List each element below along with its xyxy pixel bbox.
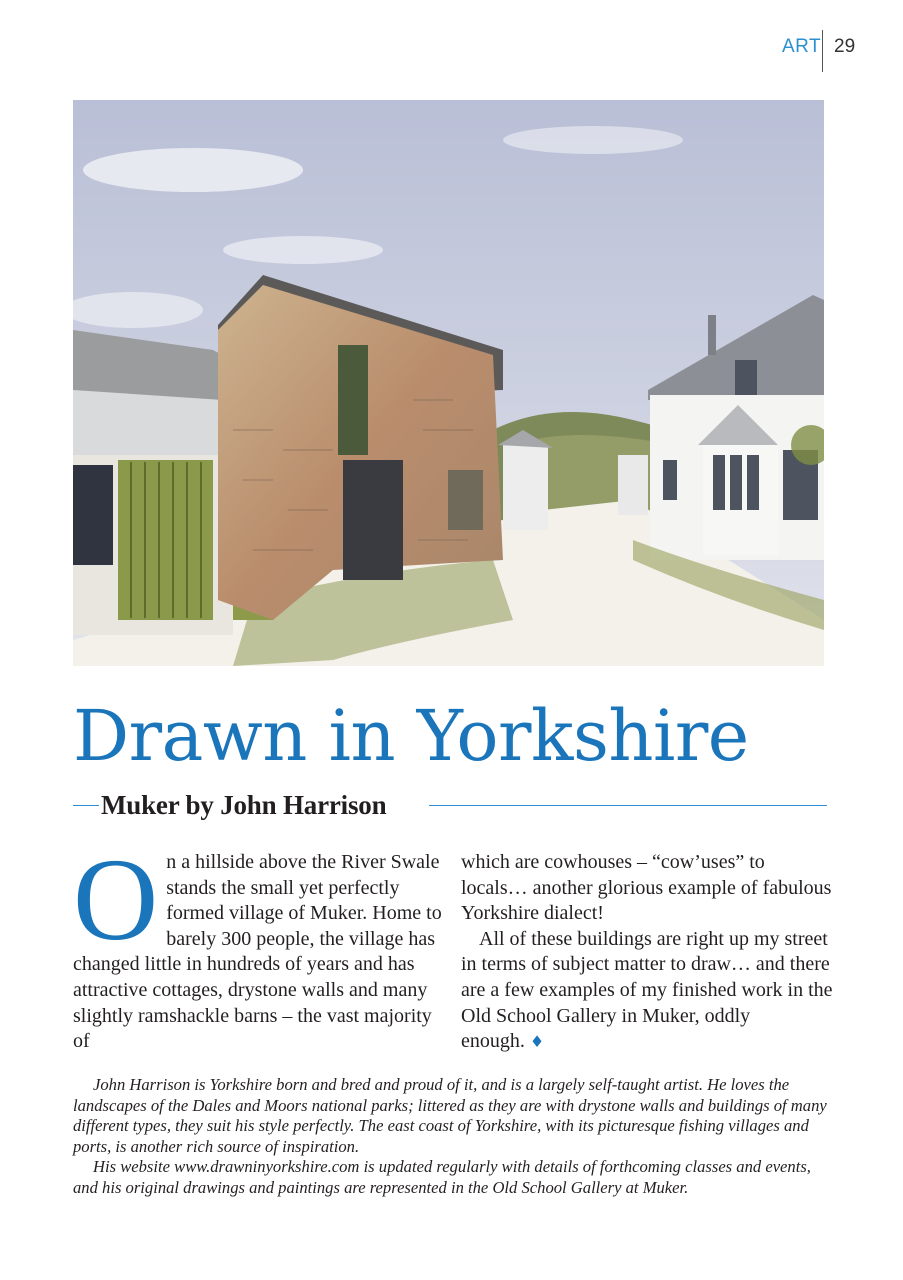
byline-rule-right — [429, 805, 827, 806]
body-paragraph-1: n a hillside above the River Swale stands the small yet perfectly formed village of Muker. Home to barely 300 people, the village has changed little in hundreds of years and has attractive cottages, drystone walls and many slightly ramshackle barns – the vast majority of — [73, 851, 442, 1053]
author-bio-paragraph-2: His website www.drawninyorkshire.com is updated regularly with details of forthcoming classes and events, and his original drawings and paintings are represented in the Old School Gallery at Muker. — [73, 1157, 811, 1197]
body-column-left — [73, 834, 445, 1055]
drop-cap: O — [73, 834, 159, 965]
end-of-article-icon: ♦ — [529, 1032, 545, 1052]
watercolour-illustration — [73, 100, 824, 666]
byline-rule-left — [73, 805, 99, 806]
section-label: ART — [782, 36, 822, 57]
village-street-painting — [73, 100, 824, 666]
article-byline: Muker by John Harrison — [101, 790, 387, 820]
body-column-right — [461, 850, 833, 1055]
page-number: 29 — [834, 36, 856, 57]
body-paragraph-2-text: All of these buildings are right up my street in terms of subject matter to draw… and there are a few examples of my finished work in the Old School Gallery in Muker, oddly enough. — [461, 927, 833, 1053]
author-bio-paragraph-1: John Harrison is Yorkshire born and bred and proud of it, and is a largely self-taught artist. He loves the landscapes of the Dales and Moors national parks; littered as they are with drystone walls and buildings of many different types, they suit his style perfectly. The east coast of Yorkshire, with its picturesque fishing villages and ports, is another rich source of inspiration. — [73, 1075, 827, 1156]
folio-divider — [822, 30, 823, 72]
body-paragraph-continued: which are cowhouses – “cow’uses” to locals… another glorious example of fabulous Yorkshire dialect! — [461, 851, 832, 925]
byline-row — [73, 788, 827, 824]
article-title: Drawn in Yorkshire — [73, 695, 749, 777]
page-folio — [760, 30, 870, 72]
body-paragraph-2 — [461, 927, 833, 1055]
author-bio — [73, 1075, 833, 1198]
